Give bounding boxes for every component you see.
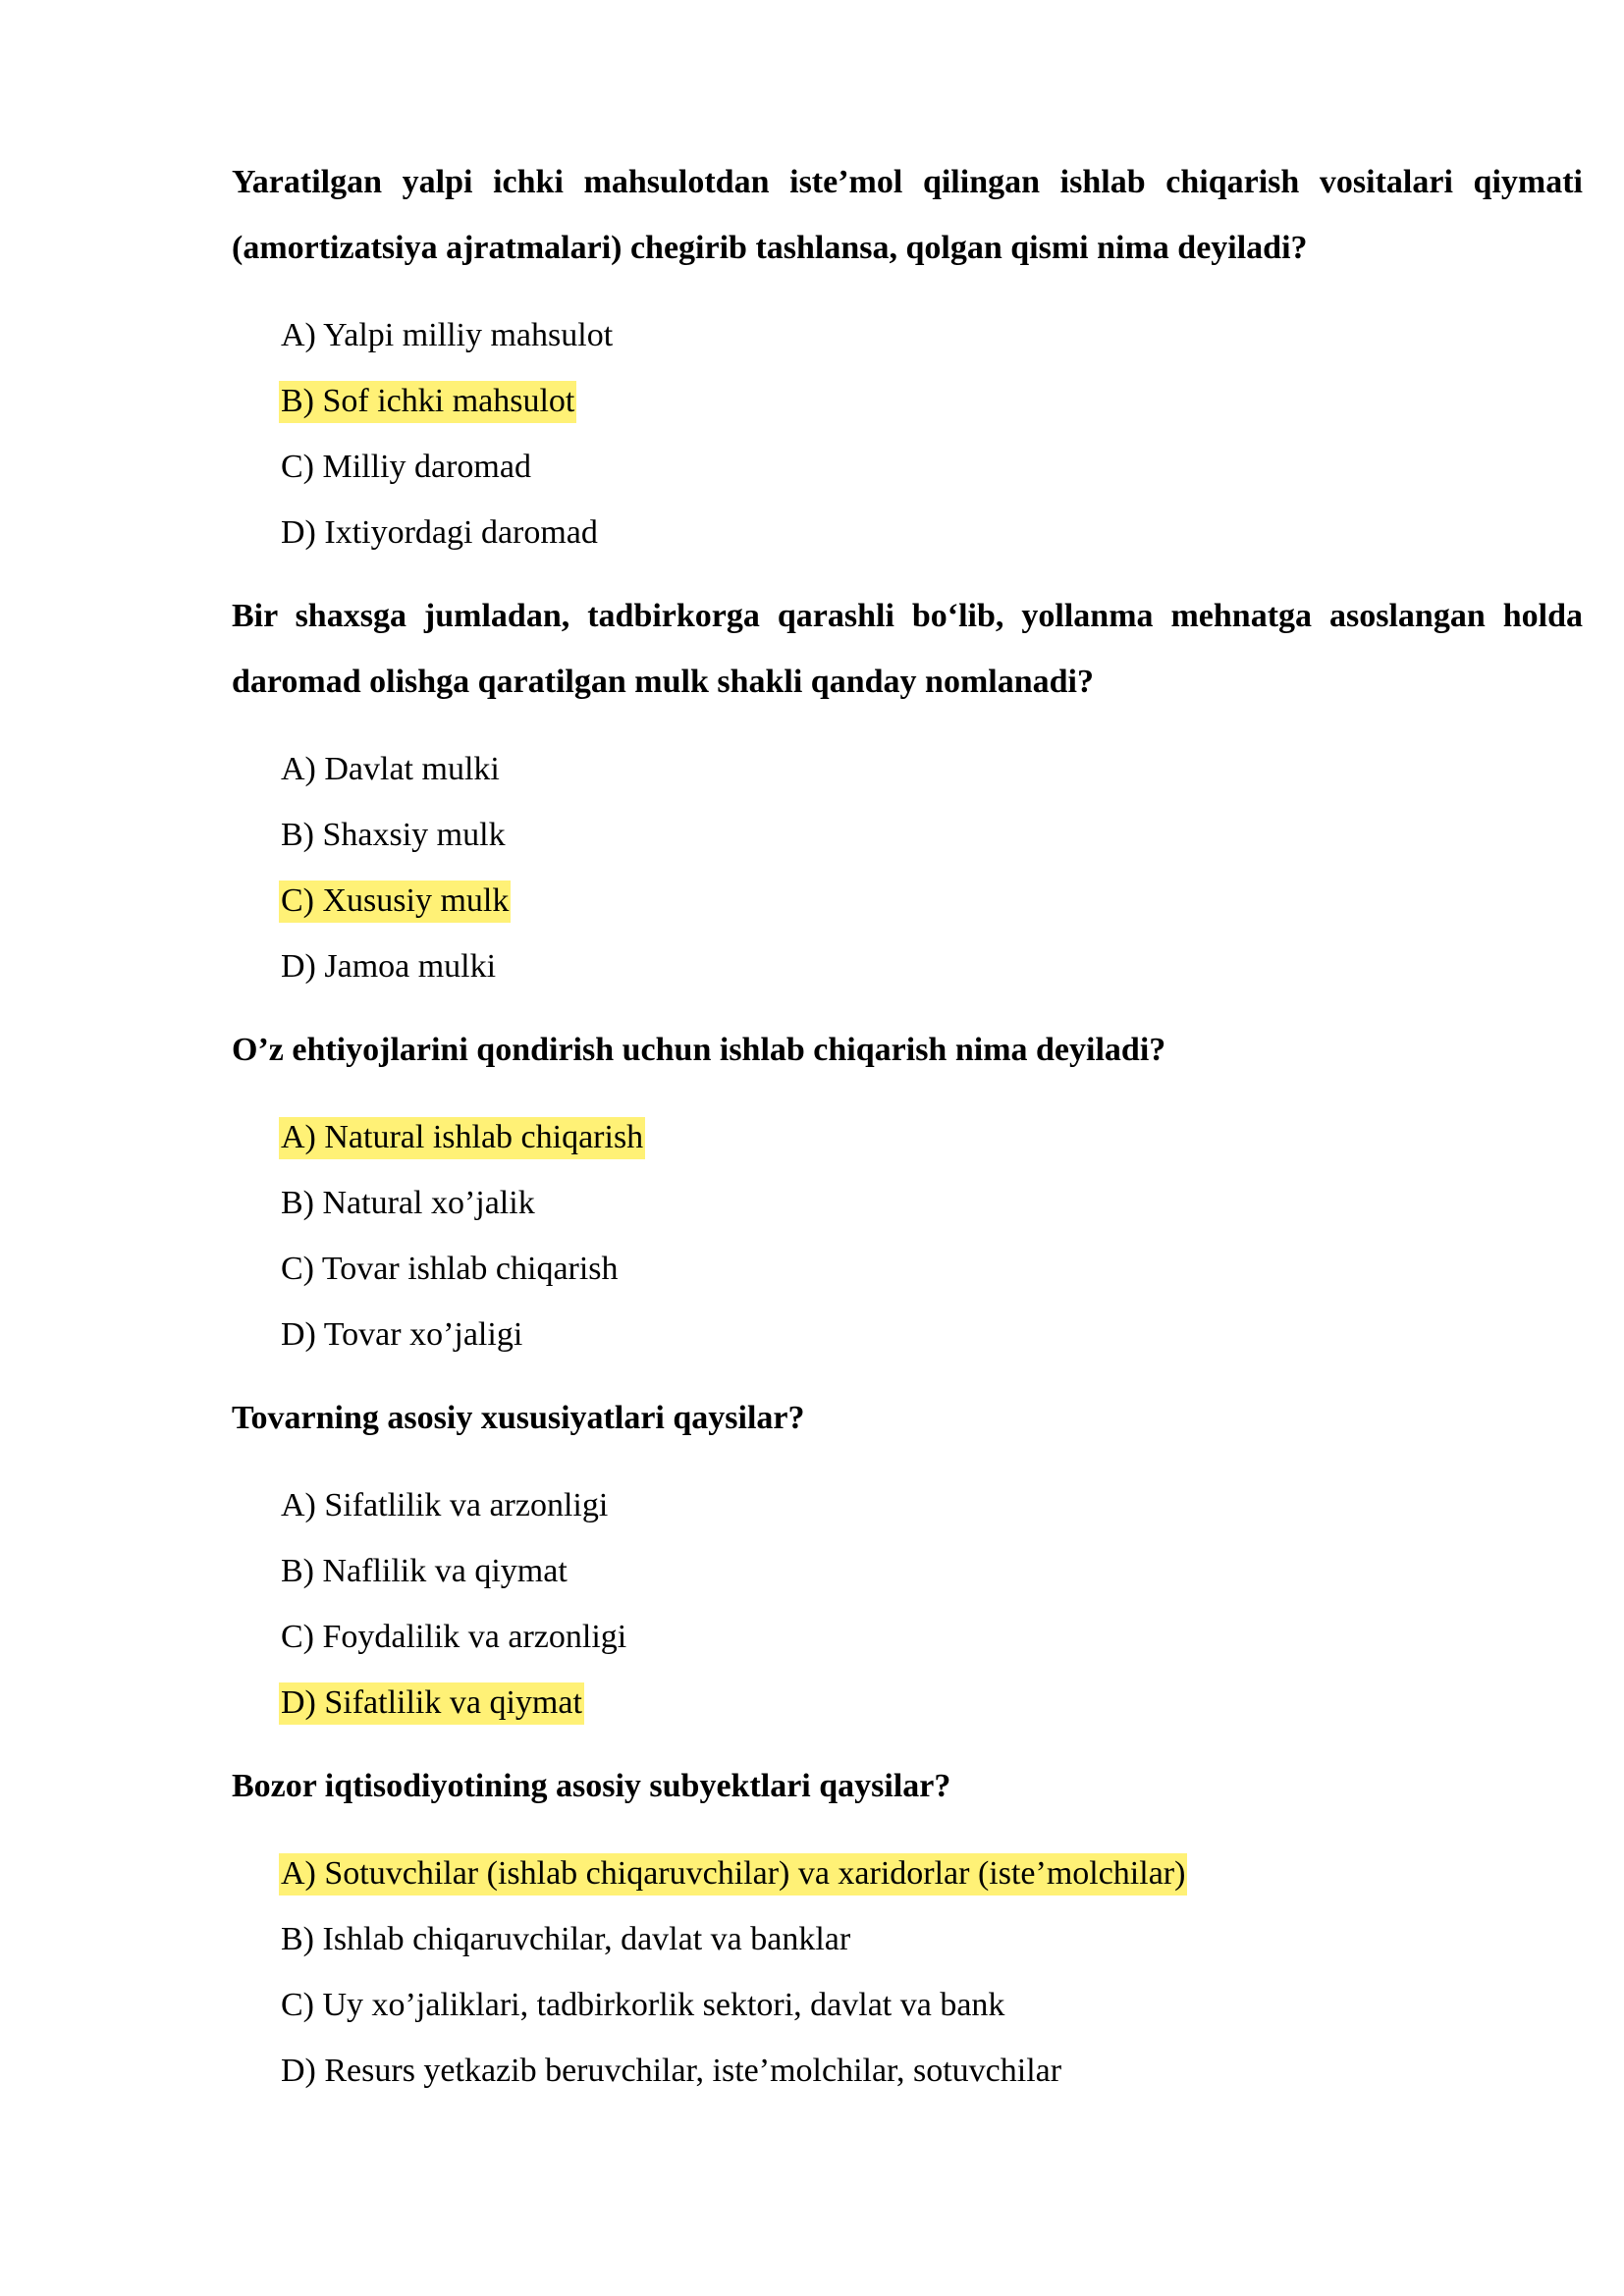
option-item [281, 1841, 1583, 1906]
question-block [232, 583, 1583, 1017]
option-item [281, 1236, 1583, 1302]
option-label: A) Sotuvchilar (ishlab chiqaruvchilar) va xaridorlar (iste’molchilar) [279, 1853, 1187, 1896]
option-item [281, 802, 1583, 868]
question-text: Yaratilgan yalpi ichki mahsulotdan iste’mol qilingan ishlab chiqarish vositalari qiymati (amortizatsiya ajratmalari) chegirib tashlansa, qolgan qismi nima deyiladi? [232, 164, 1583, 266]
option-item [281, 1538, 1583, 1604]
question-text: O’z ehtiyojlarini qondirish uchun ishlab chiqarish nima deyiladi? [232, 1032, 1166, 1068]
options-list [232, 1083, 1583, 1385]
option-label: D) Resurs yetkazib beruvchilar, iste’molchilar, sotuvchilar [281, 2053, 1062, 2089]
option-label: D) Tovar xo’jaligi [281, 1316, 523, 1353]
option-item [281, 1104, 1583, 1170]
option-item [281, 1906, 1583, 1972]
options-list [232, 715, 1583, 1017]
option-label: C) Xususiy mulk [279, 881, 511, 923]
question-text: Bir shaxsga jumladan, tadbirkorga qarashli bo‘lib, yollanma mehnatga asoslangan holda daromad olishga qaratilgan mulk shakli qanday nomlanadi? [232, 598, 1583, 700]
question-text: Bozor iqtisodiyotining asosiy subyektlari qaysilar? [232, 1768, 951, 1804]
option-label: A) Yalpi milliy mahsulot [281, 317, 614, 353]
option-label: D) Jamoa mulki [281, 948, 497, 985]
option-item [281, 434, 1583, 500]
option-label: D) Ixtiyordagi daromad [281, 514, 598, 551]
option-item [281, 1472, 1583, 1538]
options-list [232, 1819, 1583, 2121]
option-label: B) Shaxsiy mulk [281, 817, 506, 853]
option-label: B) Natural xo’jalik [281, 1185, 535, 1221]
option-label: B) Sof ichki mahsulot [279, 381, 576, 423]
option-item [281, 934, 1583, 999]
question-block [232, 1385, 1583, 1753]
option-item [281, 500, 1583, 565]
option-item [281, 1972, 1583, 2038]
option-item [281, 736, 1583, 802]
question-block [232, 149, 1583, 583]
option-item [281, 1604, 1583, 1670]
question-block [232, 1753, 1583, 2121]
option-item [281, 1670, 1583, 1735]
option-item [281, 1170, 1583, 1236]
option-item [281, 868, 1583, 934]
question-text: Tovarning asosiy xususiyatlari qaysilar? [232, 1400, 805, 1436]
option-label: A) Davlat mulki [281, 751, 500, 787]
option-label: C) Uy xo’jaliklari, tadbirkorlik sektori, davlat va bank [281, 1987, 1005, 2023]
option-label: C) Milliy daromad [281, 449, 531, 485]
option-item [281, 368, 1583, 434]
option-label: C) Foydalilik va arzonligi [281, 1619, 627, 1655]
option-label: B) Naflilik va qiymat [281, 1553, 568, 1589]
option-item [281, 1302, 1583, 1367]
option-item [281, 2038, 1583, 2104]
options-list [232, 281, 1583, 583]
option-item [281, 302, 1583, 368]
option-label: C) Tovar ishlab chiqarish [281, 1251, 619, 1287]
option-label: A) Natural ishlab chiqarish [279, 1117, 645, 1159]
option-label: D) Sifatlilik va qiymat [279, 1682, 584, 1725]
option-label: A) Sifatlilik va arzonligi [281, 1487, 609, 1523]
question-block [232, 1017, 1583, 1385]
option-label: B) Ishlab chiqaruvchilar, davlat va banklar [281, 1921, 851, 1957]
options-list [232, 1451, 1583, 1753]
